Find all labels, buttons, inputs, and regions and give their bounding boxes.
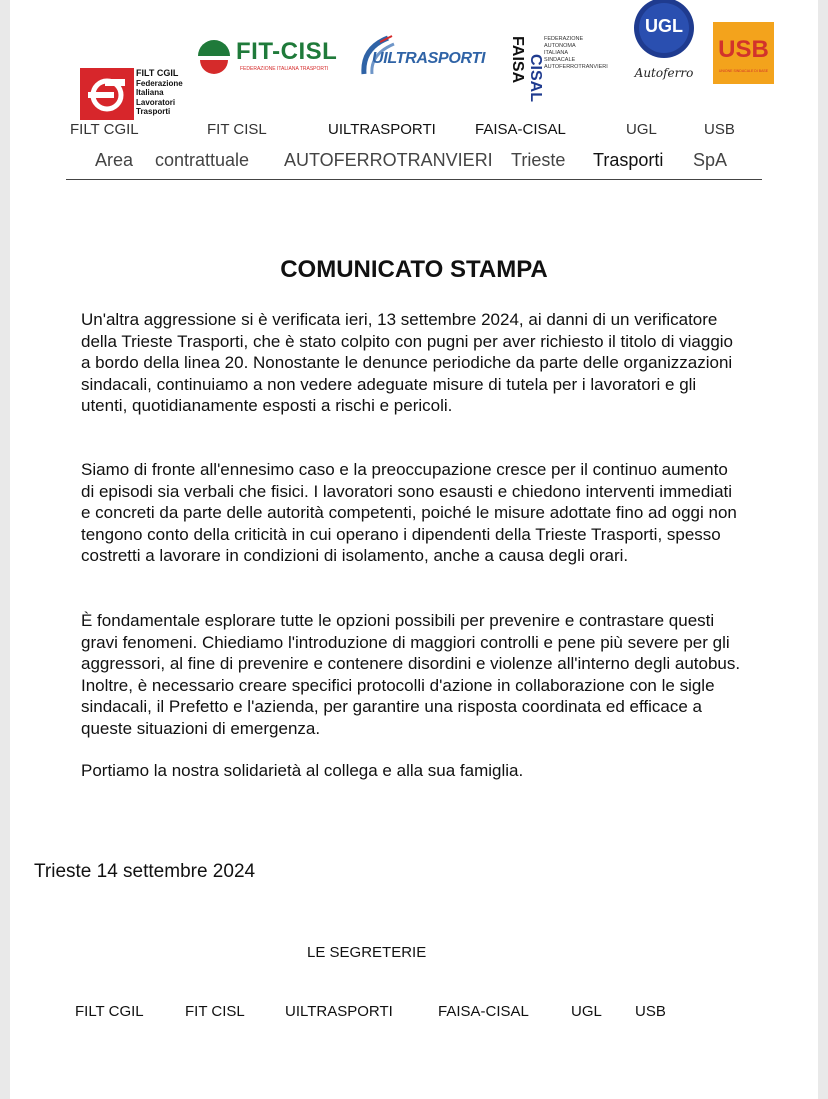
body-paragraph-2: Siamo di fronte all'ennesimo caso e la preoccupazione cresce per il continuo aumento di episodi sia verbali che fisici. I lavoratori sono esausti e chiedono interventi immediati e concreti da parte delle autorità competenti, poiché le misure adottate fino ad oggi non tengono conto della criticità in cui operano i dipendenti della Trieste Trasporti, spesso costretti a lavorare in condizioni di isolamento, anche a causa degli orari. <box>81 460 737 566</box>
body-paragraph-1: Un'altra aggressione si è verificata ieri, 13 settembre 2024, ai danni di un verificatore della Trieste Trasporti, che è stato colpito con pugni per aver richiesto il titolo di viaggio a bordo della linea 20. Nonostante le denunce periodiche da parte delle organizzazioni sindacali, continuiamo a non vedere adeguate misure di tutela per i lavoratori e gli utenti, quotidianamente esposti a rischi e pericoli. <box>81 310 734 416</box>
cisal-logo-name: CISAL <box>527 54 544 102</box>
area-word-1: Area <box>95 150 134 170</box>
area-word-2: contrattuale <box>155 150 250 170</box>
filt-logo-line1: FILT CGIL <box>136 68 179 78</box>
usb-logo-subtitle: UNIONE SINDACALE DI BASE <box>718 69 769 73</box>
header-union-faisa-cisal: FAISA-CISAL <box>475 121 566 138</box>
fit-cisl-logo <box>196 36 341 76</box>
header-union-filt-cgil: FILT CGIL <box>70 121 139 138</box>
header-union-fit-cisl: FIT CISL <box>207 121 267 138</box>
fit-cisl-logo-name: FIT-CISL <box>236 38 338 65</box>
page-title: COMUNICATO STAMPA <box>280 256 548 283</box>
filt-logo-line4: Lavoratori <box>136 97 176 107</box>
filt-cgil-logo <box>80 68 192 120</box>
ugl-logo <box>631 0 697 92</box>
filt-logo-line3: Italiana <box>136 88 164 97</box>
place-date: Trieste 14 settembre 2024 <box>34 861 256 882</box>
faisa-logo-l1: FEDERAZIONE <box>544 36 584 42</box>
faisa-cisal-logo <box>500 36 610 116</box>
ugl-logo-subtitle: Autoferro <box>634 66 694 80</box>
header-union-ugl: UGL <box>626 121 657 138</box>
header-union-usb: USB <box>704 121 735 138</box>
faisa-logo-l3: ITALIANA <box>544 50 569 56</box>
header-union-uiltrasporti: UILTRASPORTI <box>328 121 436 138</box>
area-word-5: Trasporti <box>593 150 664 170</box>
footer-union-usb: USB <box>635 1003 666 1020</box>
header-divider <box>66 179 762 180</box>
usb-logo-name: USB <box>718 36 769 63</box>
footer-union-faisa-cisal: FAISA-CISAL <box>438 1003 529 1020</box>
area-word-4: Trieste <box>511 150 566 170</box>
faisa-logo-l4: SINDACALE <box>544 57 576 63</box>
ugl-logo-name: UGL <box>645 16 683 36</box>
document-page <box>10 0 818 1099</box>
faisa-logo-l5: AUTOFERROTRANVIERI <box>544 64 608 70</box>
area-word-3: AUTOFERROTRANVIERI <box>284 150 493 170</box>
faisa-logo-name: FAISA <box>509 36 526 84</box>
faisa-logo-l2: AUTONOMA <box>544 43 576 49</box>
uiltrasporti-logo-name: UILTRASPORTI <box>372 50 486 67</box>
footer-union-fit-cisl: FIT CISL <box>185 1003 245 1020</box>
signature-heading: LE SEGRETERIE <box>307 944 427 961</box>
footer-union-uiltrasporti: UILTRASPORTI <box>285 1003 393 1020</box>
filt-cgil-emblem-icon <box>80 68 134 120</box>
fit-cisl-logo-subtitle: FEDERAZIONE ITALIANA TRASPORTI <box>240 66 329 72</box>
body-paragraph-4: Portiamo la nostra solidarietà al collega e alla sua famiglia. <box>81 761 524 780</box>
body-paragraph-3: È fondamentale esplorare tutte le opzioni possibili per prevenire e contrastare questi gravi fenomeni. Chiediamo l'introduzione di maggiori controlli e pene più severe per gli aggressori, al fine di prevenire e contenere disordini e violenze all'interno degli autobus. Inoltre, è necessario creare specifici protocolli d'azione in collaborazione con le sigle sindacali, il Prefetto e l'azienda, per garantire una risposta coordinata ed efficace a queste situazioni di emergenza. <box>81 611 741 738</box>
footer-union-ugl: UGL <box>571 1003 602 1020</box>
uiltrasporti-logo <box>358 34 486 82</box>
footer-union-filt-cgil: FILT CGIL <box>75 1003 144 1020</box>
area-word-6: SpA <box>693 150 728 170</box>
fit-cisl-emblem-icon <box>196 38 232 74</box>
filt-logo-line5: Trasporti <box>136 107 171 116</box>
usb-logo <box>713 22 774 84</box>
filt-logo-line2: Federazione <box>136 78 183 88</box>
